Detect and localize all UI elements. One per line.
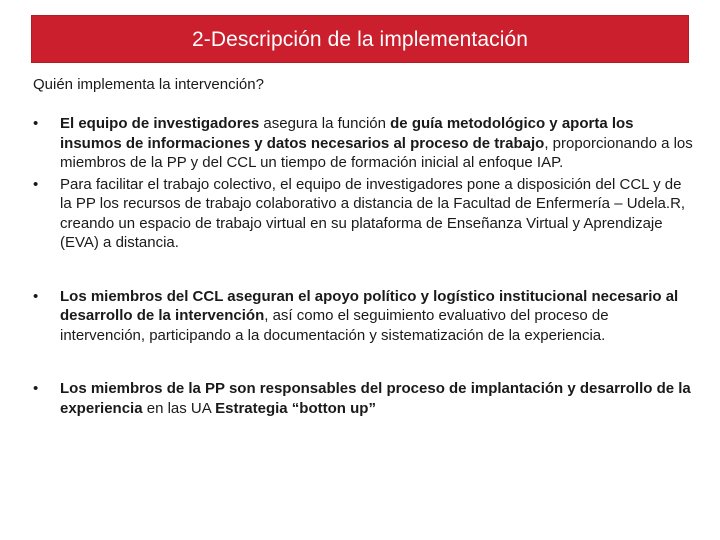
bullet-text-bold-run: Los miembros del CCL aseguran el apoyo político y logístico institucional necesario al desarrollo de la intervención bbox=[60, 287, 679, 324]
slide-title-banner bbox=[31, 15, 689, 63]
bullet-text-run: en las UA bbox=[142, 399, 216, 417]
bullet-text bbox=[60, 380, 691, 417]
bullet-icon: • bbox=[33, 175, 39, 193]
bullet-text-bold-run: de guía metodológico y aporta los insumos de informaciones y datos necesarios al proceso de trabajo bbox=[60, 115, 634, 152]
bullet-text bbox=[60, 115, 693, 171]
bullet-item-trabajo-colectivo bbox=[33, 175, 693, 253]
bullet-text-run: asegura la función bbox=[259, 115, 391, 132]
bullet-icon: • bbox=[33, 287, 39, 305]
bullet-item-miembros-pp bbox=[33, 379, 693, 418]
bullet-text bbox=[60, 288, 678, 344]
bullet-text bbox=[60, 176, 685, 252]
bullet-list bbox=[33, 114, 693, 418]
bullet-item-miembros-ccl bbox=[33, 287, 693, 346]
slide-title: 2-Descripción de la implementación bbox=[191, 28, 529, 51]
bullet-text-bold-run: El equipo de investigadores bbox=[60, 115, 260, 132]
bullet-text-bold-run: Los miembros de la PP son responsables del proceso de implantación y desarrollo de la experiencia bbox=[60, 380, 691, 417]
bullet-text-bold-run: Estrategia “botton up” bbox=[215, 399, 376, 417]
bullet-icon: • bbox=[33, 115, 39, 132]
bullet-text-run: Para facilitar el trabajo colectivo, el equipo de investigadores pone a disposición del CCL y de la PP los recursos de trabajo colaborativo a distancia de la Facultad de Enfermería – Udela.R, creando un espacio de trabajo virtual en su plataforma de Enseñanza Virtual y Aprendizaje (EVA) a distancia. bbox=[60, 175, 686, 251]
bullet-icon: • bbox=[33, 380, 39, 397]
section-question: Quién implementa la intervención? bbox=[33, 76, 264, 93]
bullet-text-run: , así como el seguimiento evaluativo del proceso de intervención, participando a la documentación y sistematización de la experiencia. bbox=[60, 307, 609, 344]
bullet-text-run: , proporcionando a los miembros de la PP y del CCL un tiempo de formación inicial al enfoque IAP. bbox=[60, 134, 693, 171]
bullet-item-equipo-investigadores bbox=[33, 114, 693, 173]
